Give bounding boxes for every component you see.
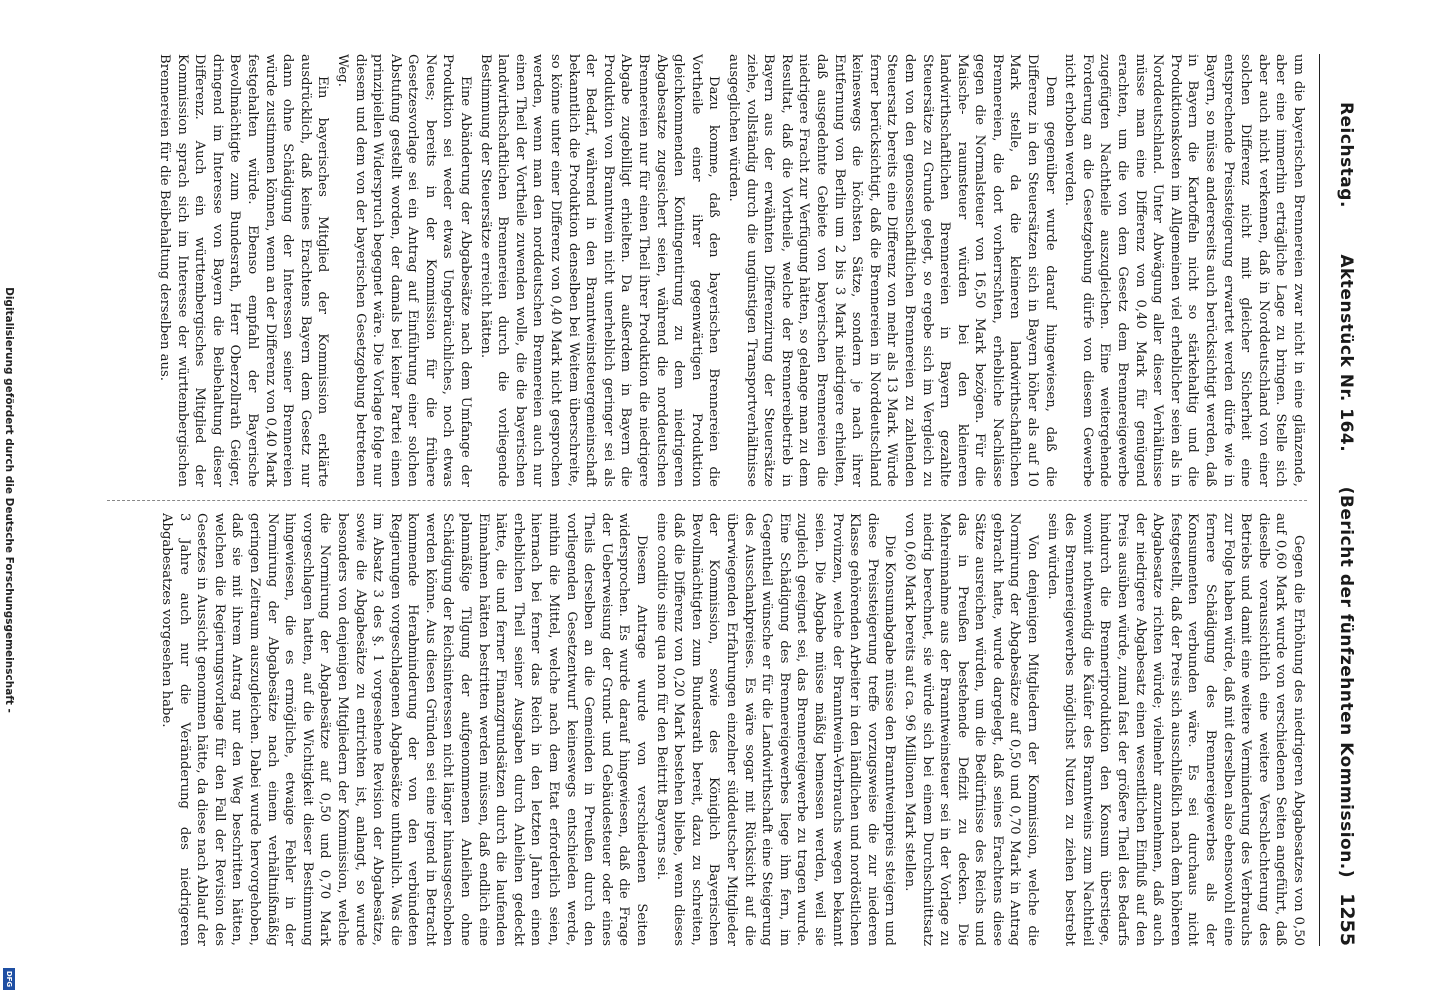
- paragraph: Dazu komme, daß den bayerischen Brennereien die Vortheile einer ihrer gegenwärtigen Produktion gleichkommenden Kontingentirung zu dem niedrigeren Abgabesatze zugesichert seien, während die norddeutschen Brennereien nur für einen Theil ihrer Produktion die niedrigere Abgabe zugebilligt erhielten. Da außerdem in Bayern die Produktion von Branntwein nicht unerheblich geringer sei als der Bedarf, während in den Branntweinsteuergemeinschaft bekanntlich die Produktion denselben bei Weitem überschreite, so könne unter einer Differenz von 0,40 Mark nicht gesprochen werden, wenn man den norddeutschen Brennereien auch nur einen Theil der Vortheile zuwenden wolle, die die bayerischen landwirthschaftlichen Brennereien durch die vorliegende Bestimmung der Steuersätze erreicht hätten.: [477, 54, 722, 487]
- dfg-logo-icon: DFG: [3, 968, 15, 990]
- running-head: [1319, 54, 1358, 946]
- header-sheet-number: Aktenstück Nr. 164.: [1336, 254, 1356, 453]
- text-columns: [107, 54, 1307, 946]
- header-section: Reichstag.: [1336, 101, 1356, 208]
- paragraph: um die bayerischen Brennereien zwar nicht in eine glänzende, aber eine immerhin erträgliche Lage zu bringen. Stelle sich aber auch nicht verkennen, daß in Norddeutschland von einer solchen Differenz nicht mit gleicher Sicherheit eine entsprechende Preissteigerung erwartet werden dürfe wie in Bayern, so müsse andererseits auch berücksichtigt werden, daß in Bayern die Kartoffeln nicht so stärkehaltig und die Produktionskosten im Allgemeinen viel erheblicher seien als in Norddeutschland. Unter Abwägung aller dieser Verhältnisse müsse man eine Differenz von 0,40 Mark für genügend erachten, um die von dem Gesetz dem Brennereigewerbe zugefügten Nachtheile auszugleichen. Eine weitergehende Forderung an die Gesetzgebung dürfe von diesem Gewerbe nicht erhoben werden.: [1062, 54, 1306, 487]
- paragraph: Eine Abänderung der Abgabesätze nach dem Umfange der Produktion sei weder etwas Ungebräuchliches, noch etwas Neues; bereits in der Kommission für die frühere Gesetzesvorlage sei ein Antrag auf Einführung einer solchen Abstufung gestellt worden, der damals bei keiner Partei einen prinzipiellen Widerspruch begegnet wäre. Die Vorlage folge nur diesem und dem von der bayerischen Gesetzgebung betretenen Weg.: [334, 54, 474, 487]
- header-report-title: (Bericht der fünfzehnten Kommission.): [1336, 486, 1356, 879]
- paragraph: Gegen die Erhöhung des niedrigeren Abgabesatzes von 0,50 auf 0,60 Mark wurde von verschiedenen Seiten angeführt, daß dieselbe voraussichtlich eine weitere Verschlechterung des Betriebs und damit eine weitere Verminderung des Verbrauchs zur Folge haben würde, daß mit derselben also ebensowohl eine fernere Schädigung des Brennereigewerbes als der Konsumenten verbunden wäre. Es sei durchaus nicht festgestellt, daß der Preis sich ausschließlich nach dem höheren Abgabesatze richten würde; vielmehr anzunehmen, daß auch der niedrigere Abgabesatz einen wesentlichen Einfluß auf den Preis ausüben würde, zumal fast der größere Theil des Bedarfs hindurch die Brenneriproduktion den Konsum überstiege, womit nothwendig die Käufer des Branntweins zum Nachtheil des Brennereigewerbes möglichst Nutzen zu ziehen bestrebt sein würden.: [1044, 513, 1306, 946]
- document-page: [56, 20, 1376, 980]
- paragraph: Dem gegenüber wurde darauf hingewiesen, daß die Differenz in den Steuersätzen sich in Bayern höher als auf 10 Mark stelle, da die kleineren landwirthschaftlichen Brennereien, die dort vorherrschten, erhebliche Nachlässe gegen die Normalsteuer von 16,50 Mark bezögen. Für die Maische- raumsteuer würden bei den kleineren landwirthschaftlichen Brennereien in Bayern gezahlte Steuersätze zu Grunde gelegt, so ergebe sich im Vergleich zu dem von den genossenschaftlichen Brennereien zu zahlenden Steuersatz bereits eine Differenz von mehr als 13 Mark. Würde ferner berücksichtigt, daß die Brennereien in Norddeutschland keineswegs die höchsten Sätze, sondern je nach ihrer Entfernung von Berlin um 2 bis 3 Mark niedrigere erhielten, daß ausgedehnte Gebiete von bayerischen Brennereien die niedrigere Fracht zur Verfügung hätten, so gelange man zu dem Resultat, daß die Vortheile, welche der Brennereibetrieb in Bayern aus der erwähnten Differenzirung der Steuersätze ziehe, vollständig durch die ungünstigen Transportverhältnisse ausgeglichen würden.: [726, 54, 1058, 487]
- right-column: [107, 513, 1307, 946]
- page-number: 1255: [1336, 893, 1358, 946]
- paragraph: Diesem Antrage wurde von verschiedenen Seiten widersprochen. Es wurde darauf hingewiesen, daß die Frage der Ueberweisung der Grund- und Gebäudesteuer oder eines Theils derselben an die Gemeinden in Preußen durch den vorliegenden Gesetzentwurf keineswegs entschieden werde, mithin die Mittel, welche nach dem Etat erforderlich seien, hiernach bei ferner das Reich in den letzten Jahren einen erheblichen Theil seiner Ausgaben durch Anleihen gedeckt hätte, die und ferner Finanzgrundsätzen durch die laufenden Einnahmen hätten bestritten werden müssen, daß endlich eine planmäßige Tilgung der aufgenommenen Anleihen ohne Schädigung der Reichsinteressen nicht länger hinausgeschoben werden könne. Aus diesen Gründen sei eine irgend in Betracht kommende Herabminderung der von den verbündeten Regierungen vorgeschlagenen Abgabesätze unthunlich. Was die im Absatz 3 des §. 1 vorgesehene Revision der Abgabesätze, sowie die Abgabesätze zu entrichten ist, anlangt, so wurde besonders von denjenigen Mitgliedern der Kommission, welche die Normirung der Abgabesätze auf 0,50 und 0,70 Mark vorgeschlagen hatten, auf die Wichtigkeit dieser Bestimmung hingewiesen, die es ermögliche, etwaige Fehler in der Normirung der Abgabesätze nach einem verhältnißmäßig geringen Zeitraum auszugleichen. Dabei wurde hervorgehoben, daß sie mit ihrem Antrag nur den Weg beschritten hätten, welchen die Regierungsvorlage für den Fall der Revision des Gesetzes in Aussicht genommen hätte, da diese nach Ablauf der 3 Jahre auch nur die Veränderung des niedrigeren Abgabesatzes vorgesehen habe.: [159, 513, 650, 946]
- digitization-sidebar: [2, 0, 16, 1000]
- paragraph: Die Konsumabgabe müsse den Branntweinpreis steigern und diese Preissteigerung treffe vorzugsweise die zur niederen Klasse gehörenden Arbeiter in den ländlichen und nordöstlichen Provinzen, welche der Branntwein-Verbrauchs wegen bekannt seien. Die Abgabe müsse mäßig bemessen werden, weil sie zugleich geeignet sei, das Brennereigewerbe zu tragen wurde. Eine Schädigung des Brennereigewerbes liege ihm fern, im Gegentheil wünsche er für die Landwirthschaft eine Steigerung des Ausschankpreises. Es wäre sogar mit Rücksicht auf die überwiegenden Erfahrungen einzelner süddeutscher Mitglieder der Kommission, sowie des Königlich Bayerischen Bevollmächtigten zum Bundesrath bereit, dazu zu schreiten, daß die Differenz von 0,20 Mark bestehen bliebe, wenn dieses eine conditio sine qua non für den Beitritt Bayerns sei.: [653, 513, 898, 946]
- digitization-credit: Digitalisierung gefördert durch die Deutsche Forschungsgemeinschaft -: [3, 287, 15, 713]
- left-column: [107, 54, 1307, 487]
- column-divider: [107, 500, 1307, 501]
- paragraph: Ein bayerisches Mitglied der Kommission erklärte ausdrücklich, daß keines Erachtens Bayern dem Gesetz nur dann ohne Schädigung der Interessen seiner Brennereien würde zustimmen können, wenn an der Differenz von 0,40 Mark festgehalten würde. Ebenso empfahl der Bayerische Bevollmächtigte zum Bundesrath, Herr Oberzollrath Geiger, dringend im Interesse von Bayern die Beibehaltung dieser Differenz. Auch ein württembergisches Mitglied der Kommission sprach sich im Interesse der württembergischen Brennereien für die Beibehaltung derselben aus.: [157, 54, 331, 487]
- paragraph: Von denjenigen Mitgliedern der Kommission, welche die Normirung der Abgabesätze auf 0,50 und 0,70 Mark in Antrag gebracht hatte, wurde dargelegt, daß seines Erachtens diese Sätze ausreichen würden, um die Bedürfnisse des Reichs und das in Preußen bestehende Defizit zu decken. Die Mehreinnahme aus der Branntweinsteuer sei in der Vorlage zu niedrig berechnet, sie würde sich bei einem Durchschnittsatz von 0,60 Mark bereits auf ca. 96 Millionen Mark stellen.: [901, 513, 1041, 946]
